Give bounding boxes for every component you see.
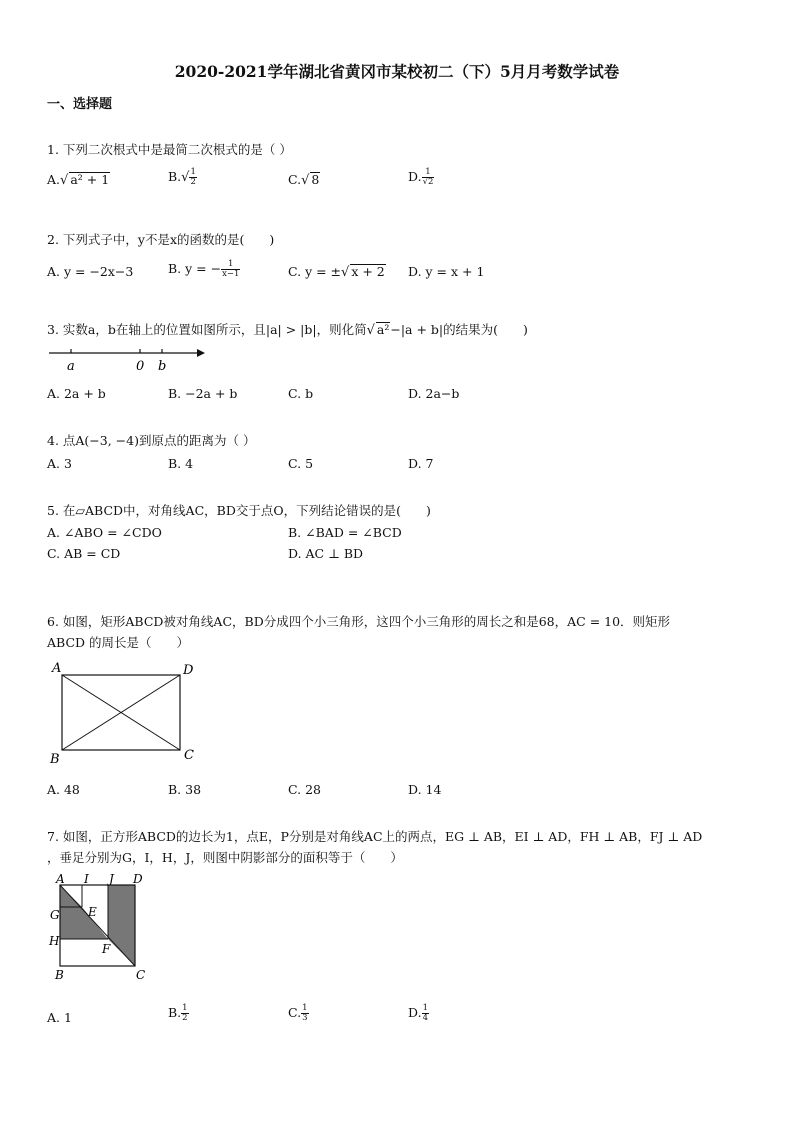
q4-option-c[interactable]: C. 5 [288,456,314,471]
q7-option-b-fraction: $\frac{1}{2}$ [182,1003,188,1023]
q7-option-d-label: D. [408,1004,422,1020]
q1-option-d[interactable] [408,168,434,187]
radical-icon: √ [60,173,69,188]
vertex-B: B [50,752,60,767]
vertex-A: A [52,661,62,676]
q3-option-c[interactable]: C. b [288,386,314,401]
point-E: E [88,905,97,919]
question-5-stem: 5. 在▱ABCD中，对角线AC，BD交于点O，下列结论错误的是( ) [47,503,431,518]
q4-option-b[interactable]: B. 4 [168,456,194,471]
q1-option-b-fraction: $\frac{1}{2}$ [190,167,196,187]
radical-icon: √ [181,169,190,185]
question-2-stem: 2. 下列式子中，y不是x的函数的是( ) [47,232,275,247]
q3-stem-post: −|a + b|的结果为( ) [390,322,528,337]
q5-option-d[interactable]: D. AC ⊥ BD [288,546,364,561]
q7-option-c-label: C. [288,1004,302,1020]
point-I: I [84,873,89,886]
question-6-stem-line2: ABCD 的周长是（ ） [47,635,190,650]
q2-option-b-fraction: $\frac{1}{x-1}$ [222,259,240,279]
q6-option-a[interactable]: A. 48 [47,782,80,797]
q7-option-c-fraction: $\frac{1}{3}$ [302,1003,308,1023]
vertex-D: D [133,873,143,886]
question-7-stem-line1: 7. 如图，正方形ABCD的边长为1，点E，P分别是对角线AC上的两点，EG ⊥ AB，EI ⊥ AD，FH ⊥ AB，FJ ⊥ AD [47,829,703,844]
q2-option-b[interactable] [168,260,240,279]
question-4-stem: 4. 点A(−3, −4)到原点的距离为（ ） [47,433,256,448]
q3-stem-pre: 3. 实数a，b在轴上的位置如图所示，且|a| > |b|，则化简 [47,322,367,337]
q7-option-d[interactable] [408,1004,429,1023]
q5-option-b[interactable]: B. ∠BAD = ∠BCD [288,525,402,540]
section-heading: 一、选择题 [47,97,113,112]
arrow-icon [197,349,205,357]
q5-option-c[interactable]: C. AB = CD [47,546,121,561]
q6-option-c[interactable]: C. 28 [288,782,321,797]
q2-option-b-label: B. y = − [168,260,222,276]
q1-option-a[interactable] [47,172,110,188]
q7-option-c[interactable] [288,1004,309,1023]
label-a: a [67,359,75,374]
q2-option-a[interactable]: A. y = −2x−3 [47,264,134,279]
q5-option-a[interactable]: A. ∠ABO = ∠CDO [47,525,162,540]
q1-option-c-radicand: 8 [311,172,320,187]
vertex-C: C [184,748,194,763]
q3-stem-radicand: a² [376,322,390,337]
exam-title: 2020-2021学年湖北省黄冈市某校初二（下）5月月考数学试卷 [174,62,620,81]
q4-option-a[interactable]: A. 3 [47,456,72,471]
number-line-figure [47,340,207,374]
question-1-stem: 1. 下列二次根式中是最简二次根式的是（ ） [47,142,292,157]
question-3-stem [47,320,528,338]
q2-option-c[interactable] [288,264,386,280]
q3-option-d[interactable]: D. 2a−b [408,386,460,401]
q1-option-d-label: D. [408,168,422,184]
q1-option-c-label: C. [288,172,302,187]
radical-icon: √ [366,323,375,338]
label-0: 0 [136,359,145,374]
vertex-C: C [136,968,146,982]
shaded-trapezoid-jdcf [108,885,135,966]
q4-option-d[interactable]: D. 7 [408,456,434,471]
q1-option-d-fraction: $\frac{1}{√2}$ [422,167,434,187]
q1-option-c[interactable] [288,172,320,188]
label-b: b [158,359,167,374]
rectangle-figure [47,660,202,768]
vertex-D: D [183,663,194,678]
q7-option-b[interactable] [168,1004,189,1023]
point-J: J [109,873,114,886]
point-F: F [102,942,111,956]
point-H: H [49,934,60,948]
q7-option-d-fraction: $\frac{1}{4}$ [422,1003,428,1023]
q7-option-b-label: B. [168,1004,182,1020]
q1-option-a-radicand: a² + 1 [70,172,110,187]
question-7-stem-line2: ，垂足分别为G，I，H，J，则图中阴影部分的面积等于（ ） [47,850,403,865]
q2-option-c-radicand: x + 2 [351,264,385,279]
point-G: G [50,908,60,922]
q6-option-d[interactable]: D. 14 [408,782,442,797]
q2-option-c-label: C. y = ± [288,264,342,279]
q6-option-b[interactable]: B. 38 [168,782,202,797]
q7-option-a[interactable]: A. 1 [47,1010,72,1025]
shaded-trapezoid-gefh [60,907,108,939]
vertex-B: B [55,968,64,982]
vertex-A: A [56,873,65,886]
q1-option-a-label: A. [47,172,61,187]
square-figure [47,873,157,985]
question-6-stem-line1: 6. 如图，矩形ABCD被对角线AC，BD分成四个小三角形，这四个小三角形的周长之和是68，AC = 10．则矩形 [47,614,671,629]
q1-option-b[interactable] [168,168,197,187]
q2-option-d[interactable]: D. y = x + 1 [408,264,485,279]
radical-icon: √ [341,265,350,280]
q1-option-b-label: B. [168,168,182,184]
q3-option-b[interactable]: B. −2a + b [168,386,238,401]
radical-icon: √ [301,173,310,188]
q3-option-a[interactable]: A. 2a + b [47,386,106,401]
